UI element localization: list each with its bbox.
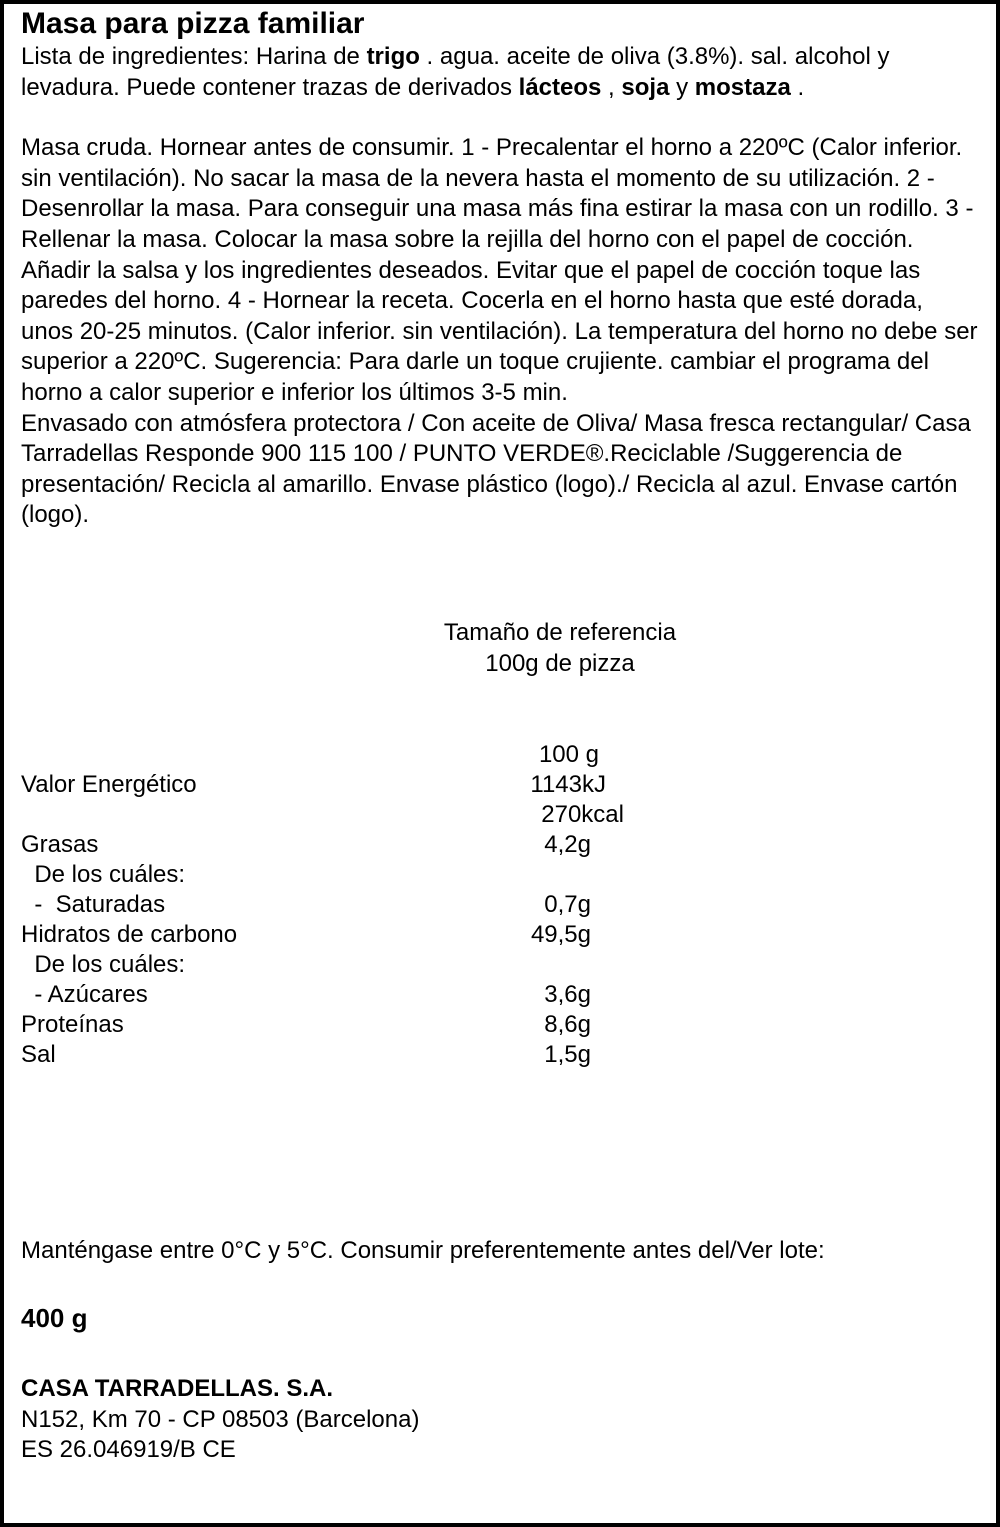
storage-instructions: Manténgase entre 0°C y 5°C. Consumir preferentemente antes del/Ver lote: (21, 1237, 825, 1264)
ingredients-text: , (601, 73, 622, 101)
allergen-wheat: trigo (366, 43, 420, 70)
allergen-dairy: lácteos (518, 73, 602, 101)
company-address: N152, Km 70 - CP 08503 (Barcelona) (21, 1405, 420, 1433)
company-name: CASA TARRADELLAS. S.A. (21, 1375, 333, 1402)
ingredients-text: . (790, 73, 805, 101)
nutrient-label: De los cuáles: (21, 861, 186, 888)
nutrient-label: Hidratos de carbono (21, 921, 238, 948)
ingredients-list (21, 42, 979, 103)
energy-kj: 1143kJ (530, 771, 606, 798)
product-title: Masa para pizza familiar (21, 7, 365, 40)
company-registry: ES 26.046919/B CE (21, 1436, 236, 1464)
nutrient-label: Grasas (21, 831, 99, 858)
preparation-instructions: Masa cruda. Hornear antes de consumir. 1 - Precalentar el horno a 220ºC (Calor inferior. sin ventilación). No sacar la masa de la nevera hasta el momento de su utilización. 2 - Desenrollar la masa. Para conseguir una masa más fina estirar la masa con un rodillo. 3 -Rellenar la masa. Colocar la masa sobre la rejilla del horno con el papel de cocción. Añadir la salsa y los ingredientes deseados. Evitar que el papel de cocción toque las paredes del horno. 4 - Hornear la receta. Cocerla en el horno hasta que esté dorada, unos 20-25 minutos. (Calor inferior. sin ventilación). La temperatura del horno no debe ser superior a 220ºC. Sugerencia: Para darle un toque crujiente. cambiar el programa del horno a calor superior e inferior los últimos 3-5 min. (21, 134, 978, 406)
ingredients-text: Lista de ingredientes: Harina de (21, 43, 367, 70)
nutrient-label: Sal (21, 1041, 56, 1068)
nutrient-value: 0,7g (544, 891, 591, 918)
reference-size-value: 100g de pizza (485, 649, 635, 677)
reference-size-title: Tamaño de referencia (443, 619, 677, 646)
allergen-mustard: mostaza (694, 73, 791, 101)
nutrient-value: 1,5g (544, 1041, 591, 1068)
net-weight: 400 g (21, 1303, 88, 1333)
nutrient-value: 3,6g (544, 981, 591, 1008)
nutrient-value: 8,6g (544, 1011, 591, 1038)
ingredients-text: . agua. aceite de oliva (3.8%). sal. alcohol y levadura. Puede contener trazas de derivados (21, 43, 890, 101)
company-info (21, 1374, 419, 1466)
nutrient-value: 49,5g (530, 921, 591, 948)
ingredients-text: y (669, 73, 695, 101)
nutrient-label: - Saturadas (21, 891, 166, 918)
nutrient-label: - Azúcares (21, 981, 148, 1008)
nutrient-label: De los cuáles: (21, 951, 186, 978)
nutrition-header: 100 g (538, 741, 599, 768)
nutrient-label: Proteínas (21, 1011, 124, 1038)
nutrient-value: 4,2g (544, 831, 591, 858)
packaging-info: Envasado con atmósfera protectora / Con aceite de Oliva/ Masa fresca rectangular/ Casa Tarradellas Responde 900 115 100 / PUNTO VERDE®.Reciclable /Suggerencia de presentación/ Recicla al amarillo. Envase plástico (logo)./ Recicla al azul. Envase cartón (logo). (21, 409, 971, 529)
energy-label: Valor Energético (21, 771, 197, 798)
allergen-soy: soja (621, 73, 670, 101)
reference-size (4, 618, 1000, 679)
energy-kcal: 270kcal (541, 801, 624, 828)
